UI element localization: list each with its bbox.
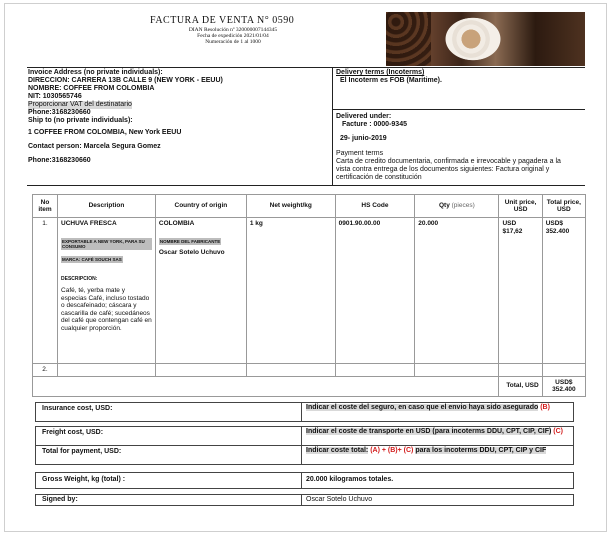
total-currency: USD$: [545, 220, 564, 227]
ship-to-company: 1 COFFEE FROM COLOMBIA, New York EEUU: [28, 129, 182, 136]
delivery-rule: [332, 109, 585, 110]
invoice-address-heading: Invoice Address (no private individuals):: [28, 69, 163, 76]
insurance-text: Indicar el coste del seguro, en caso que el envio haya sido asegurado: [306, 404, 539, 411]
description-body: Café, té, yerba mate y especias Café, incluso tostado o descafeinado; cáscara y cascarilla de café; sucedáneos del café que contengan café en cualquier proporción.: [61, 287, 152, 332]
issue-date: Fecha de expedición 2021/01/04: [197, 33, 269, 39]
payment-terms-text: Carta de credito documentaria, confirmada e irrevocable y pagadera a la vista contra entrega de los documentos siguientes: Factura original y certificación de constitución: [336, 158, 561, 181]
total-text-a: Indicar coste total:: [306, 447, 369, 454]
row1-country: [155, 218, 246, 364]
insurance-cost-value: [306, 404, 566, 412]
gross-weight-box: [35, 472, 574, 489]
insurance-divider: [301, 403, 302, 421]
col-header-total-price: Total price, USD: [542, 195, 585, 218]
invoice-address-nit: NIT: 1030565746: [28, 93, 82, 100]
gross-weight-value: 20.000 kilogramos totales.: [306, 476, 394, 483]
delivered-under-heading: Delivered under:: [336, 113, 392, 120]
invoice-address-nombre: NOMBRE: COFFEE FROM COLOMBIA: [28, 85, 155, 92]
unit-currency: USD: [502, 220, 517, 227]
row1-weight: 1 kg: [246, 218, 335, 364]
ship-to-phone: Phone:3168230660: [28, 157, 91, 164]
invoice-page: [4, 3, 607, 532]
col-header-weight: Net weight/kg: [246, 195, 335, 218]
total-usd-cell: [542, 376, 585, 396]
numbering-range: Numeración de 1 al 1000: [205, 39, 261, 45]
signed-by-value: Oscar Sotelo Uchuvo: [306, 496, 373, 503]
signed-by-box: [35, 494, 574, 506]
total-payment-label: Total for payment, USD:: [42, 448, 122, 455]
ship-to-contact: Contact person: Marcela Segura Gomez: [28, 143, 161, 150]
col-header-description: Description: [58, 195, 156, 218]
product-name: UCHUVA FRESCA: [61, 220, 117, 227]
brand-tag: MARCA: CAFÉ SOUCH SAS: [62, 257, 122, 262]
items-table: [32, 194, 586, 397]
total-mark: (A) + (B)+ (C): [370, 447, 414, 454]
freight-cost-label: Freight cost, USD:: [42, 429, 104, 436]
insurance-cost-label: Insurance cost, USD:: [42, 405, 113, 412]
dian-resolution: DIAN Resolución nº 320000007144345: [188, 27, 278, 33]
country-value: COLOMBIA: [158, 220, 195, 227]
vat-note: Proporcionar VAT del destinatario: [28, 101, 132, 108]
description-label: DESCRIPCION:: [61, 275, 98, 282]
row2-no: 2.: [33, 364, 58, 377]
section-rule: [27, 185, 585, 186]
coffee-cup-image: [448, 18, 494, 60]
col-header-country: Country of origin: [155, 195, 246, 218]
manufacturer-tag: NOMBRE DEL FABRICANTE: [159, 238, 221, 244]
total-usd-label: Total, USD: [499, 376, 542, 396]
export-tag: EXPORTABLE A NEW YORK, PARA SU CONSUMO: [61, 238, 152, 250]
col-header-qty: [415, 195, 499, 218]
ship-to-heading: Ship to (no private individuals):: [28, 117, 133, 124]
manufacturer-name: Oscar Sotelo Uchuvo: [158, 249, 225, 256]
unit-price-value: $17,62: [502, 227, 523, 235]
table-row: [33, 218, 586, 364]
row1-total-price: [542, 218, 585, 364]
gross-weight-divider: [301, 473, 302, 488]
row1-no: 1.: [33, 218, 58, 364]
row1-hs-code: 0901.90.00.00: [335, 218, 415, 364]
table-row: [33, 364, 586, 377]
freight-divider: [301, 427, 302, 445]
delivery-terms-heading: Delivery terms (Incoterms): [336, 69, 425, 76]
freight-text: Indicar el coste de transporte en USD (para incoterms DDU, CPT, CIP, CIF): [306, 428, 552, 435]
col-header-no: No item: [33, 195, 58, 218]
delivery-date: 29- junio-2019: [340, 135, 387, 142]
row1-unit-price: [499, 218, 542, 364]
signed-by-label: Signed by:: [42, 496, 78, 503]
table-header-row: [33, 195, 586, 218]
invoice-address-direccion: DIRECCION: CARRERA 13B CALLE 9 (NEW YORK - EEUU): [28, 77, 223, 84]
coffee-cup-photo: [386, 12, 585, 66]
freight-mark: (C): [553, 428, 563, 435]
delivery-terms-text: El Incoterm es FOB (Maritime).: [340, 77, 442, 84]
insurance-mark: (B): [540, 404, 550, 411]
signed-by-divider: [301, 495, 302, 505]
insurance-cost-box: [35, 402, 574, 422]
facture-number: Facture : 0000-9345: [342, 121, 407, 128]
total-payment-value: [306, 447, 566, 455]
freight-cost-box: [35, 426, 574, 446]
table-total-row: [33, 376, 586, 396]
coffee-beans-image: [386, 12, 431, 66]
column-divider: [332, 67, 333, 185]
top-rule: [27, 67, 585, 68]
col-header-hs-code: HS Code: [335, 195, 415, 218]
row1-qty: 20.000: [415, 218, 499, 364]
grand-total-value: 352.400: [552, 386, 576, 393]
grand-total-currency: USD$: [555, 378, 573, 386]
qty-unit: (pieces): [451, 202, 475, 210]
invoice-address-phone: Phone:3168230660: [28, 109, 91, 116]
invoice-title: FACTURA DE VENTA N° 0590: [150, 15, 295, 26]
row1-description: [58, 218, 156, 364]
payment-terms-heading: Payment terms: [336, 150, 384, 157]
qty-label: Qty: [438, 202, 450, 210]
gross-weight-label: Gross Weight, kg (total) :: [42, 476, 126, 483]
total-payment-divider: [301, 446, 302, 464]
freight-cost-value: [306, 428, 566, 436]
total-payment-box: [35, 445, 574, 465]
total-price-value: 352.400: [545, 227, 570, 235]
total-text-b: para los incoterms DDU, CPT, CIP y CIF: [415, 447, 547, 454]
col-header-unit-price: Unit price, USD: [499, 195, 542, 218]
